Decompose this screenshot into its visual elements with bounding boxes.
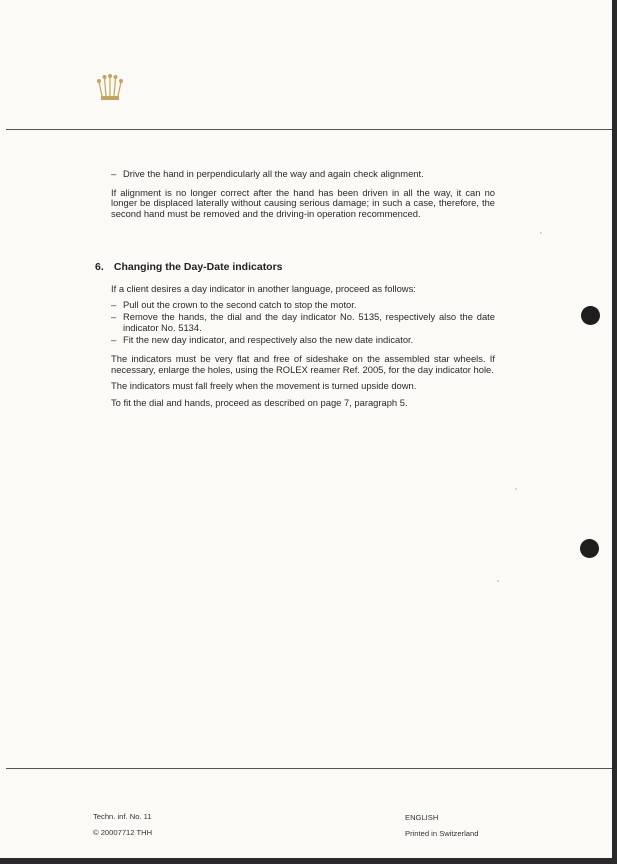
paper-speck xyxy=(497,580,499,582)
language-label: ENGLISH xyxy=(405,813,439,822)
paper-speck xyxy=(540,232,542,234)
bullet-dash: – xyxy=(111,311,117,323)
section-number: 6. xyxy=(95,261,104,273)
intro-paragraph: If a client desires a day indicator in another language, proceed as follows: xyxy=(111,283,416,294)
bullet-dash: – xyxy=(111,168,117,179)
alignment-paragraph: If alignment is no longer correct after the hand has been driven in all the way, it can no longer be displaced laterally without causing serious damage; in such a case, therefore, the second hand must be removed and the driving-in operation recommenced. xyxy=(111,186,495,219)
list-item xyxy=(111,169,495,180)
list-item-text: Fit the new day indicator, and respectively also the new date indicator. xyxy=(123,334,414,346)
section-6-body xyxy=(111,284,495,408)
bullet-dash: – xyxy=(111,298,117,310)
header-divider xyxy=(6,129,612,130)
steps-list xyxy=(111,300,495,346)
flatness-paragraph: The indicators must be very flat and free of sideshake on the assembled star wheels. If necessary, enlarge the holes, using the ROLEX reamer Ref. 2005, for the day indicator hole. xyxy=(111,352,495,375)
section-title: Changing the Day-Date indicators xyxy=(113,261,283,273)
punch-hole-icon xyxy=(581,306,600,325)
fall-freely-paragraph: The indicators must fall freely when the movement is turned upside down. xyxy=(111,380,417,392)
list-item-text: Pull out the crown to the second catch to stop the motor. xyxy=(123,298,357,310)
copyright-code: © 20007712 THH xyxy=(93,828,153,837)
footer-divider xyxy=(6,768,612,769)
list-item-text: Drive the hand in perpendicularly all the way and again check alignment. xyxy=(123,168,424,179)
list-item xyxy=(111,335,495,346)
rolex-crown-icon xyxy=(96,74,124,104)
section-5-continuation xyxy=(111,169,495,219)
list-item-text: Remove the hands, the dial and the day indicator No. 5135, respectively also the date indicator No. 5134. xyxy=(123,311,495,333)
list-item xyxy=(111,312,495,333)
techn-inf-number: Techn. inf. No. 11 xyxy=(93,812,152,821)
section-heading xyxy=(95,261,283,273)
punch-hole-icon xyxy=(580,539,599,558)
printed-in-label: Printed in Switzerland xyxy=(405,829,479,838)
fit-dial-paragraph: To fit the dial and hands, proceed as described on page 7, paragraph 5. xyxy=(111,396,408,408)
list-item xyxy=(111,300,495,311)
paper-speck xyxy=(515,488,517,490)
bullet-dash: – xyxy=(111,334,117,346)
